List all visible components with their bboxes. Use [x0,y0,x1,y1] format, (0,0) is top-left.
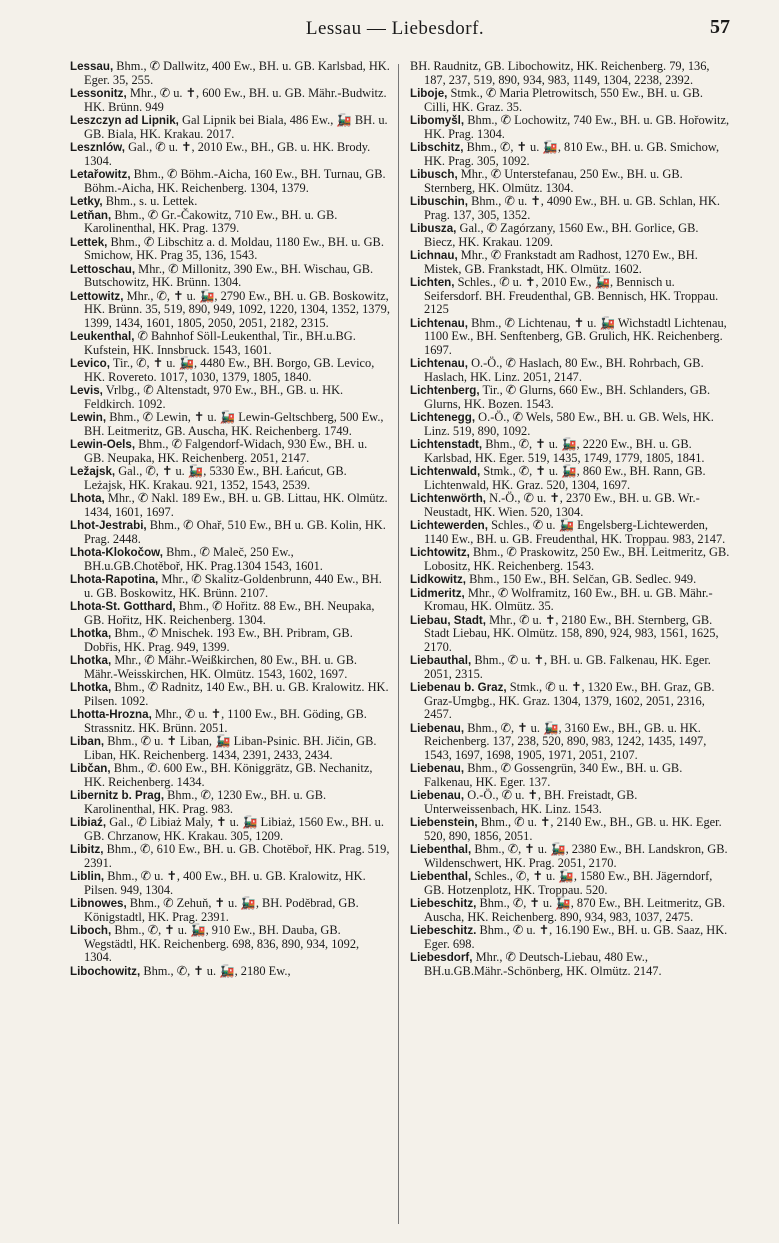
entry-place-name: Libiaź, [70,816,107,829]
entry-details: Mhr., ✆ Deutsch-Liebau, 480 Ew., BH.u.GB.Mähr.-Schönberg, HK. Olmütz. 2147. [424,950,662,978]
entry-place-name: Liebenau, [410,762,465,775]
directory-entry [70,263,390,290]
entry-place-name: Lhotta-Hrozna, [70,708,152,721]
entry-details: O.-Ö., ✆ Haslach, 80 Ew., BH. Rohrbach, GB. Haslach, HK. Linz. 2051, 2147. [424,356,704,384]
entry-place-name: Liebenau, [410,721,465,735]
entry-details: Bhm., ✆ Gossengrün, 340 Ew., BH. u. GB. Falkenau, HK. Eger. 137. [424,761,683,789]
directory-entry [410,924,730,951]
entry-place-name: Lhota-Klokočow, [70,546,163,559]
entry-place-name: Lhotka, [70,654,112,667]
entry-details: Bhm., ✆ Mnischek. 193 Ew., BH. Pribram, GB. Dobřis, HK. Prag. 949, 1399. [84,626,353,654]
entry-place-name: Liebauthal, [410,654,472,667]
directory-entry [410,492,730,519]
entry-details: Bhm., ✆ Gr.-Čakowitz, 710 Ew., BH. u. GB. Karolinenthal, HK. Prag. 1379. [84,207,338,235]
entry-details: Stmk., ✆ Maria Pletrowitsch, 550 Ew., BH. u. GB. Cilli, HK. Graz. 35. [424,86,704,114]
entry-details: Mhr., ✆ u. ✝, 2180 Ew., BH. Sternberg, GB. Stadt Liebau, HK. Olmütz. 158, 890, 924, 983, 1561, 1625, 2170. [424,612,719,654]
entry-place-name: Libochowitz, [70,964,141,978]
directory-entry [70,600,390,627]
entry-place-name: Libschitz, [410,141,464,154]
directory-entry [70,965,390,979]
entry-place-name: Lhota, [70,492,105,505]
entry-place-name: Lichtenstadt, [410,438,483,451]
directory-entry [70,168,390,195]
entry-place-name: Liebesdorf, [410,951,473,964]
entry-place-name: Lettek, [70,235,108,249]
directory-entry [410,87,730,114]
entry-place-name: Lichtenwörth, [410,492,486,505]
entry-details: Bhm., ✆ Libschitz a. d. Moldau, 1180 Ew., BH. u. GB. Smichow, HK. Prag 35, 136, 1543. [84,234,384,262]
entry-details: Mhr., ✆ Frankstadt am Radhost, 1270 Ew., BH. Mistek, GB. Frankstadt, HK. Olmütz. 1602. [424,248,698,276]
directory-entry [70,519,390,546]
entry-place-name: Lichtewerden, [410,519,488,532]
entry-details: Bhm., ✆, ✝ u. 🚂, 810 Ew., BH. u. GB. Smichow, HK. Prag. 305, 1092. [424,140,720,168]
entry-details: Bhm., ✆ u. ✝, 16.190 Ew., BH. u. GB. Saaz, HK. Eger. 698. [424,923,728,951]
directory-entry [410,546,730,573]
entry-details: Vrlbg., ✆ Altenstadt, 970 Ew., BH., GB. u. HK. Feldkirch. 1092. [84,383,344,411]
entry-place-name: Lewin-Oels, [70,438,136,451]
directory-entry [410,411,730,438]
entry-place-name: Libitz, [70,843,104,856]
directory-entry [70,438,390,465]
directory-entry [410,519,730,546]
entry-details: Bhm., ✆, ✝ u. 🚂, 910 Ew., BH. Dauba, GB. Wegstädtl, HK. Reichenberg. 698, 836, 890, 934, 1092, 1304. [84,923,360,964]
entry-place-name: Liboje, [410,87,448,100]
entry-place-name: Liebenthal, [410,843,472,856]
directory-entry [410,384,730,411]
entry-place-name: Liebenau b. Graz, [410,681,507,694]
entry-details: Bhm., ✆ Lewin, ✝ u. 🚂 Lewin-Geltschberg, 500 Ew., BH. Leitmeritz, GB. Auscha, HK. Reichenberg. 1749. [84,410,384,438]
directory-entry [410,816,730,843]
entry-details: Bhm., ✆. 600 Ew., BH. Königgrätz, GB. Nechanitz, HK. Reichenberg. 1434. [84,761,373,789]
entry-place-name: Lichtenau, [410,316,468,330]
page-number: 57 [710,16,730,38]
entry-details: Bhm., ✆ Ohař, 510 Ew., BH u. GB. Kolin, HK. Prag. 2448. [84,518,386,546]
directory-entry [70,897,390,924]
entry-place-name: Liblin, [70,870,105,883]
entry-place-name: Letky, [70,195,103,208]
entry-details: Bhm., ✆ Praskowitz, 250 Ew., BH. Leitmeritz, GB. Lobositz, HK. Reichenberg. 1543. [424,545,730,573]
directory-entry [410,168,730,195]
entry-details: Schles., ✆ u. 🚂 Engelsberg-Lichtewerden, 1140 Ew., BH. u. GB. Freudenthal, HK. Troppau. 983, 2147. [424,518,726,546]
entry-details: Bhm., 150 Ew., BH. Selčan, GB. Sedlec. 949. [469,572,697,586]
running-title: Lessau — Liebesdorf. [305,18,485,39]
directory-entry [410,897,730,924]
left-column [70,60,390,1230]
directory-entry [70,681,390,708]
entry-place-name: Lhot-Jestrabi, [70,519,147,532]
directory-entry [70,816,390,843]
entry-details: Mhr., ✆, ✝ u. 🚂, 2790 Ew., BH. u. GB. Boskowitz, HK. Brünn. 35, 519, 890, 949, 1092, 1220, 1304, 1352, 1379, 1399, 1434, 1601, 1805, 2050, 2051, 2182, 2315. [84,288,390,330]
entry-details: Bhm., ✆, ✝ u. 🚂, 2380 Ew., BH. Landskron, GB. Wildenschwert, HK. Prag. 2051, 2170. [424,842,728,870]
entry-place-name: Liboch, [70,924,112,937]
directory-entry [70,209,390,236]
directory-entry [70,870,390,897]
entry-details: Bhm., ✆ Böhm.-Aicha, 160 Ew., BH. Turnau, GB. Böhm.-Aicha, HK. Reichenberg. 1304, 1379. [84,167,386,195]
directory-entry [410,681,730,722]
entry-details: Bhm., ✆, ✝ u. 🚂, 2180 Ew., [143,963,291,978]
entry-place-name: Liban, [70,735,105,748]
entry-place-name: Libusza, [410,222,457,235]
directory-entry [70,546,390,573]
entry-place-name: Lichtenau, [410,357,468,370]
entry-place-name: Levis, [70,384,103,397]
entry-details: Gal., ✆ u. ✝, 2010 Ew., BH., GB. u. HK. Brody. 1304. [84,140,371,168]
directory-entry [410,195,730,222]
entry-details: Stmk., ✆ u. ✝, 1320 Ew., BH. Graz, GB. Graz-Umgbg., HK. Graz. 1304, 1379, 1602, 2051, 2316, 2457. [424,680,715,721]
directory-entry [70,573,390,600]
entry-details: Stmk., ✆, ✝ u. 🚂, 860 Ew., BH. Rann, GB. Lichtenwald, HK. Graz. 520, 1304, 1697. [424,464,706,492]
entry-details: Bhm., ✆, 610 Ew., BH. u. GB. Chotěboř, HK. Prag. 519, 2391. [84,842,390,870]
entry-place-name: Lichtenegg, [410,411,476,424]
entry-details: Mhr., ✆ u. ✝, 1100 Ew., BH. Göding, GB. Strassnitz. HK. Brünn. 2051. [84,707,367,735]
directory-entry [410,951,730,978]
directory-entry [70,141,390,168]
entry-details: Mhr., ✆ Millonitz, 390 Ew., BH. Wischau, GB. Butschowitz, HK. Brünn. 1304. [84,261,374,289]
directory-entry [410,438,730,465]
directory-entry [410,141,730,168]
entry-details: Bhm., ✆ Lochowitz, 740 Ew., BH. u. GB. Hořowitz, HK. Prag. 1304. [424,113,730,141]
entry-place-name: Lettoschau, [70,262,136,276]
entry-details: Bhm., ✆, ✝ u. 🚂, 3160 Ew., BH., GB. u. HK. Reichenberg. 137, 238, 520, 890, 983, 1242, 1435, 1497, 1543, 1697, 1698, 1905, 1971, 2051, 2107. [424,720,707,762]
directory-entry [410,357,730,384]
entry-details: N.-Ö., ✆ u. ✝, 2370 Ew., BH. u. GB. Wr.-Neustadt, HK. Wien. 520, 1304. [424,491,700,519]
entry-place-name: Lidmeritz, [410,586,465,600]
entry-place-name: Liebenthal, [410,870,472,883]
directory-entry [70,114,390,141]
directory-entry [410,573,730,587]
entry-details: Tir., ✆ Glurns, 660 Ew., BH. Schlanders, GB. Glurns, HK. Bozen. 1543. [424,383,711,411]
entry-details: Bhm., s. u. Lettek. [105,194,198,208]
directory-entry [410,870,730,897]
entry-place-name: Lhota-Rapotina, [70,573,159,586]
entry-details: Bhm., ✆ u. ✝, 4090 Ew., BH. u. GB. Schlan, HK. Prag. 137, 305, 1352. [424,194,720,222]
entry-details: Tir., ✆, ✝ u. 🚂, 4480 Ew., BH. Borgo, GB. Levico, HK. Rovereto. 1017, 1030, 1379, 1805, 1840. [84,356,375,384]
entry-details: Gal., ✆ Libiaż Maly, ✝ u. 🚂 Libiaż, 1560 Ew., BH. u. GB. Chrzanow, HK. Krakau. 305, 1209. [84,815,384,843]
directory-entry [70,843,390,870]
entry-details: ✆ Bahnhof Söll-Leukenthal, Tir., BH.u.BG. Kufstein, HK. Innsbruck. 1543, 1601. [84,329,356,357]
entry-details: Mhr., ✆ Mähr.-Weißkirchen, 80 Ew., BH. u. GB. Mähr.-Weisskirchen, HK. Olmütz. 1543, 1602, 1697. [84,653,357,681]
entry-place-name: Lichtenwald, [410,465,481,478]
entry-details: Bhm., ✆, 1230 Ew., BH. u. GB. Karolinenthal, HK. Prag. 983. [84,788,327,816]
directory-entry [70,330,390,357]
entry-place-name: Letařowitz, [70,168,131,181]
entry-place-name: Lewin, [70,411,107,424]
directory-entry [410,587,730,614]
entry-place-name: Liebenau, [410,789,465,802]
page-header [60,12,730,46]
directory-entry [70,236,390,263]
entry-place-name: Ležajsk, [70,465,116,478]
directory-entry [410,222,730,249]
directory-entry [70,87,390,114]
directory-entry [70,290,390,331]
entry-details: Bhm., ✆ u. ✝, 400 Ew., BH. u. GB. Kralowitz, HK. Pilsen. 949, 1304. [84,869,366,897]
directory-entry [410,843,730,870]
directory-entry [70,762,390,789]
directory-entry [70,492,390,519]
entry-details: Bhm., ✆ u. ✝, BH. u. GB. Falkenau, HK. Eger. 2051, 2315. [424,653,711,681]
entry-place-name: Lessonitz, [70,87,127,100]
directory-entry [410,317,730,358]
entry-details: Gal., ✆ Zagórzany, 1560 Ew., BH. Gorlice, GB. Biecz, HK. Krakau. 1209. [424,221,699,249]
entry-details: Mhr., ✆ Wolframitz, 160 Ew., BH. u. GB. Mähr.-Kromau, HK. Olmütz. 35. [424,585,713,613]
entry-place-name: Libčan, [70,762,111,775]
entry-place-name: Leszczyn ad Lipnik, [70,114,179,127]
entry-place-name: Lhotka, [70,627,112,640]
entry-place-name: Liebeschitz. [410,924,477,937]
directory-entry [70,195,390,209]
directory-entry [70,654,390,681]
entry-place-name: Libomyšl, [410,114,465,127]
entry-details: Bhm., ✆ u. ✝ Liban, 🚂 Liban-Psinic. BH. Jičin, GB. Liban, HK. Reichenberg. 1434, 2391, 2433, 2434. [84,734,377,762]
directory-entry [70,735,390,762]
entry-details: Bhm., ✆ Dallwitz, 400 Ew., BH. u. GB. Karlsbad, HK. Eger. 35, 255. [84,60,390,87]
column-divider [398,64,399,1224]
entry-place-name: Libuschin, [410,195,468,208]
directory-entry [410,789,730,816]
directory-entry [70,60,390,87]
entry-place-name: Libusch, [410,168,458,181]
directory-entry [410,249,730,276]
entry-details: O.-Ö., ✆ u. ✝, BH. Freistadt, GB. Unterweissenbach, HK. Linz. 1543. [424,788,638,816]
directory-entry [410,465,730,492]
directory-entry [70,411,390,438]
directory-entry [70,924,390,965]
directory-entry [410,762,730,789]
entry-place-name: Lichten, [410,276,455,289]
entry-details: Mhr., ✆ Unterstefanau, 250 Ew., BH. u. GB. Sternberg, HK. Olmütz. 1304. [424,167,683,195]
entry-place-name: Lessau, [70,60,114,73]
entry-place-name: Levico, [70,357,110,370]
directory-entry [410,614,730,655]
entry-details: Gal Lipnik bei Biala, 486 Ew., 🚂 BH. u. GB. Biala, HK. Krakau. 2017. [84,113,388,141]
entry-details: Mhr., ✆ Skalitz-Goldenbrunn, 440 Ew., BH. u. GB. Boskowitz, HK. Brünn. 2107. [84,572,382,600]
entry-place-name: Lidkowitz, [410,573,467,586]
entry-place-name: Lesznlów, [70,141,125,154]
entry-place-name: Lichtenberg, [410,384,480,397]
directory-entry [70,465,390,492]
directory-entry [410,60,730,87]
entry-details: Schles., ✆, ✝ u. 🚂, 1580 Ew., BH. Jägerndorf, GB. Hotzenplotz, HK. Troppau. 520. [424,869,713,897]
entry-place-name: Libernitz b. Prag, [70,789,165,802]
entry-details: Bhm., ✆, ✝ u. 🚂, 870 Ew., BH. Leitmeritz, GB. Auscha, HK. Reichenberg. 890, 934, 983, 1037, 2475. [424,896,726,924]
entry-details: Gal., ✆, ✝ u. 🚂, 5330 Ew., BH. Łańcut, GB. Leżajsk, HK. Krakau. 921, 1352, 1543, 2539. [84,464,347,492]
entry-details: BH. Raudnitz, GB. Libochowitz, HK. Reichenberg. 79, 136, 187, 237, 519, 890, 934, 983, 1149, 1304, 2238, 2392. [410,60,710,87]
entry-place-name: Lettowitz, [70,289,124,303]
entry-details: Bhm., ✆ Falgendorf-Widach, 930 Ew., BH. u. GB. Neupaka, HK. Reichenberg. 2051, 2147. [84,437,368,465]
entry-place-name: Letňan, [70,208,112,222]
entry-details: Bhm., ✆ Radnitz, 140 Ew., BH. u. GB. Kralowitz. HK. Pilsen. 1092. [84,680,389,708]
entry-place-name: Lichtowitz, [410,546,470,559]
entry-place-name: Liebeschitz, [410,897,477,910]
right-column [410,60,730,1230]
directory-entry [70,789,390,816]
entry-details: Bhm., ✆ Hořitz. 88 Ew., BH. Neupaka, GB. Hořitz, HK. Reichenberg. 1304. [84,599,375,627]
entry-place-name: Lhota-St. Gotthard, [70,600,176,613]
entry-details: Bhm., ✆ Maleč, 250 Ew., BH.u.GB.Chotěboř, HK. Prag.1304 1543, 1601. [84,545,323,573]
entry-place-name: Liebau, Stadt, [410,613,487,627]
entry-details: Schles., ✆ u. ✝, 2010 Ew., 🚂, Bennisch u. Seifersdorf. BH. Freudenthal, GB. Bennisch, HK. Troppau. 2125 [424,275,719,316]
entry-place-name: Lhotka, [70,681,112,694]
entry-details: Mhr., ✆ u. ✝, 600 Ew., BH. u. GB. Mähr.-Budwitz. HK. Brünn. 949 [84,86,387,114]
entry-details: Bhm., ✆ Lichtenau, ✝ u. 🚂 Wichstadtl Lichtenau, 1100 Ew., BH. Senftenberg, GB. Grulich, HK. Reichenberg. 1697. [424,315,727,357]
directory-entry [410,722,730,763]
directory-entry [410,654,730,681]
directory-entry [70,384,390,411]
entry-details: Bhm., ✆ u. ✝, 2140 Ew., BH., GB. u. HK. Eger. 520, 890, 1856, 2051. [424,815,722,843]
entry-details: O.-Ö., ✆ Wels, 580 Ew., BH. u. GB. Wels, HK. Linz. 519, 890, 1092. [424,410,714,438]
directory-entry [410,114,730,141]
entry-place-name: Lichnau, [410,249,458,262]
directory-entry [410,276,730,317]
entry-details: Bhm., ✆ Zehuň, ✝ u. 🚂, BH. Poděbrad, GB. Königstadtl, HK. Prag. 2391. [84,896,359,924]
entry-place-name: Libnowes, [70,897,127,910]
directory-entry [70,627,390,654]
directory-entry [70,357,390,384]
entry-details: Mhr., ✆ Nakl. 189 Ew., BH. u. GB. Littau, HK. Olmütz. 1434, 1601, 1697. [84,491,388,519]
directory-entry [70,708,390,735]
entry-place-name: Liebenstein, [410,816,478,829]
entry-details: Bhm., ✆, ✝ u. 🚂, 2220 Ew., BH. u. GB. Karlsbad, HK. Eger. 519, 1435, 1749, 1779, 1805, 1841. [424,437,705,465]
entry-place-name: Leukenthal, [70,330,135,343]
